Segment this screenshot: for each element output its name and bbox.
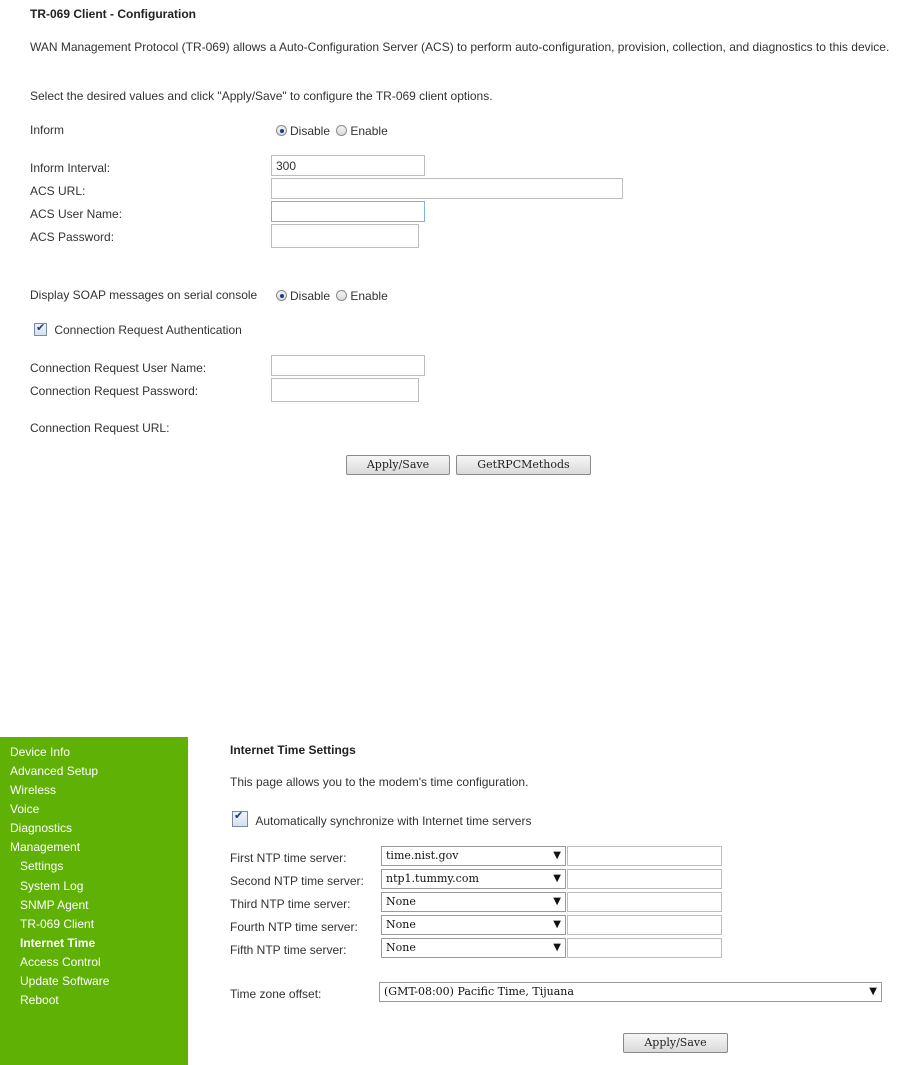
inform-disable-label: Disable: [290, 123, 331, 138]
soap-enable-radio[interactable]: [336, 290, 347, 301]
sidebar-item-management[interactable]: Management: [10, 840, 81, 854]
conn-auth-row: [34, 323, 242, 337]
timezone-select[interactable]: [379, 982, 882, 1002]
ntp-server-selected: ntp1.tummy.com: [386, 872, 479, 885]
ntp-server-label: Fourth NTP time server:: [230, 920, 358, 934]
tr069-apply-save-button[interactable]: Apply/Save: [346, 455, 450, 475]
ntp-server-label: Third NTP time server:: [230, 897, 351, 911]
conn-url-label: Connection Request URL:: [30, 421, 170, 435]
ntp-server-other-input[interactable]: [567, 915, 722, 935]
acs-url-input[interactable]: [271, 178, 623, 199]
ntp-server-other-input[interactable]: [567, 938, 722, 958]
ntp-server-label: First NTP time server:: [230, 851, 347, 865]
ntp-server-other-input[interactable]: [567, 869, 722, 889]
ntp-apply-save-button[interactable]: Apply/Save: [623, 1033, 728, 1053]
ntp-server-select[interactable]: [381, 938, 566, 958]
ntp-server-other-input[interactable]: [567, 846, 722, 866]
sidebar-item-internet-time[interactable]: Internet Time: [20, 936, 96, 950]
inform-radio-group: [276, 123, 388, 138]
soap-disable-label: Disable: [290, 288, 331, 303]
ntp-server-selected: None: [386, 895, 416, 908]
tr069-instruction: Select the desired values and click "Apply/Save" to configure the TR-069 client options.: [30, 89, 493, 103]
ntp-server-selected: None: [386, 918, 416, 931]
auto-sync-label: Automatically synchronize with Internet time servers: [255, 814, 532, 828]
sidebar-item-access-control[interactable]: Access Control: [20, 955, 101, 969]
inform-interval-input[interactable]: [271, 155, 425, 176]
conn-password-input[interactable]: [271, 378, 419, 402]
conn-password-label: Connection Request Password:: [30, 384, 199, 398]
timezone-label: Time zone offset:: [230, 987, 322, 1001]
conn-username-label: Connection Request User Name:: [30, 361, 207, 375]
dropdown-arrow-icon: ▼: [553, 850, 561, 861]
sidebar-item-settings[interactable]: Settings: [20, 859, 64, 873]
ntp-server-select[interactable]: [381, 892, 566, 912]
inform-enable-radio[interactable]: [336, 125, 347, 136]
inform-label: Inform: [30, 123, 65, 137]
sidebar-item-update-software[interactable]: Update Software: [20, 974, 110, 988]
ntp-server-label: Second NTP time server:: [230, 874, 364, 888]
sidebar-item-voice[interactable]: Voice: [10, 802, 40, 816]
ntp-server-other-input[interactable]: [567, 892, 722, 912]
inform-disable-radio[interactable]: [276, 125, 287, 136]
inform-enable-label: Enable: [350, 123, 388, 138]
acs-username-label: ACS User Name:: [30, 207, 123, 221]
conn-auth-checkbox[interactable]: [34, 323, 47, 336]
soap-label: Display SOAP messages on serial console: [30, 288, 258, 302]
auto-sync-checkbox[interactable]: [232, 811, 248, 827]
conn-auth-label: Connection Request Authentication: [54, 323, 242, 337]
sidebar: [0, 737, 188, 1065]
sidebar-item-device-info[interactable]: Device Info: [10, 745, 71, 759]
soap-disable-radio[interactable]: [276, 290, 287, 301]
dropdown-arrow-icon: ▼: [869, 986, 877, 997]
acs-username-input[interactable]: [271, 201, 425, 222]
sidebar-item-advanced-setup[interactable]: Advanced Setup: [10, 764, 99, 778]
conn-username-input[interactable]: [271, 355, 425, 376]
auto-sync-row: [232, 811, 531, 828]
tr069-page-title: TR-069 Client - Configuration: [30, 7, 196, 21]
ntp-server-select[interactable]: [381, 915, 566, 935]
acs-password-input[interactable]: [271, 224, 419, 248]
acs-url-label: ACS URL:: [30, 184, 86, 198]
acs-password-label: ACS Password:: [30, 230, 115, 244]
sidebar-item-reboot[interactable]: Reboot: [20, 993, 59, 1007]
sidebar-item-diagnostics[interactable]: Diagnostics: [10, 821, 73, 835]
dropdown-arrow-icon: ▼: [553, 942, 561, 953]
soap-radio-group: [276, 288, 388, 303]
soap-enable-label: Enable: [350, 288, 388, 303]
ntp-server-select[interactable]: [381, 846, 566, 866]
getrpcmethods-button[interactable]: GetRPCMethods: [456, 455, 591, 475]
ntp-description: This page allows you to the modem's time configuration.: [230, 775, 529, 789]
dropdown-arrow-icon: ▼: [553, 873, 561, 884]
dropdown-arrow-icon: ▼: [553, 919, 561, 930]
sidebar-item-wireless[interactable]: Wireless: [10, 783, 57, 797]
ntp-server-selected: time.nist.gov: [386, 849, 459, 862]
inform-interval-label: Inform Interval:: [30, 161, 111, 175]
ntp-server-select[interactable]: [381, 869, 566, 889]
sidebar-item-tr069-client[interactable]: TR-069 Client: [20, 917, 95, 931]
timezone-selected: (GMT-08:00) Pacific Time, Tijuana: [384, 985, 574, 998]
dropdown-arrow-icon: ▼: [553, 896, 561, 907]
ntp-server-selected: None: [386, 941, 416, 954]
tr069-description: WAN Management Protocol (TR-069) allows a Auto-Configuration Server (ACS) to perform auto-configuration, provision, collection, and diagnostics to this device.: [30, 40, 890, 54]
sidebar-item-snmp-agent[interactable]: SNMP Agent: [20, 898, 89, 912]
ntp-page-title: Internet Time Settings: [230, 743, 356, 757]
sidebar-item-system-log[interactable]: System Log: [20, 879, 84, 893]
ntp-server-label: Fifth NTP time server:: [230, 943, 347, 957]
